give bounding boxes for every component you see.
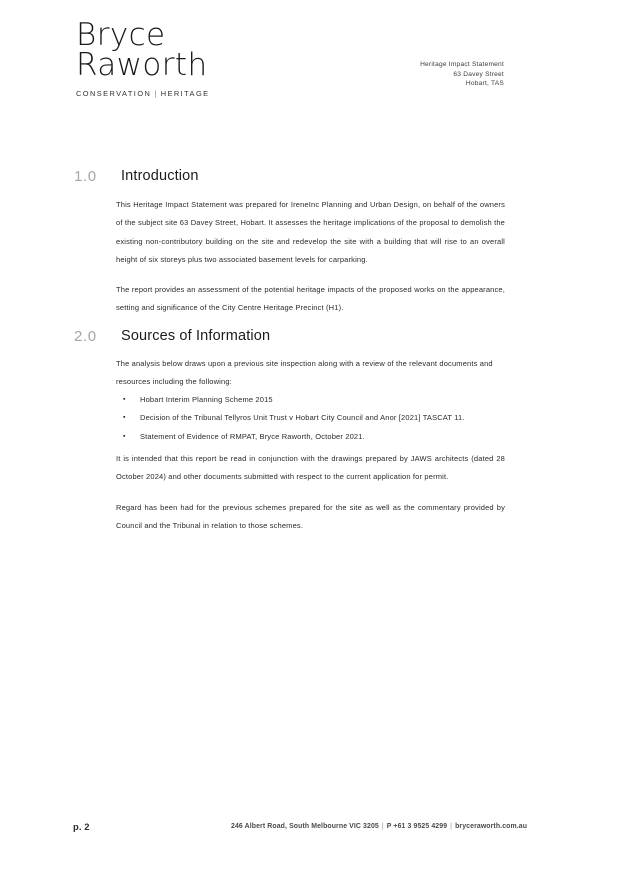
section-sources-of-information — [0, 328, 622, 352]
letterhead-logo — [76, 17, 251, 98]
list-item-label: Decision of the Tribunal Tellyros Unit Trust v Hobart City Council and Anor [2021] TASCAT 11. — [140, 413, 465, 423]
section-1-title: Introduction — [121, 168, 199, 184]
list-item — [116, 409, 505, 427]
tagline-separator: | — [154, 89, 158, 98]
section-1-body — [116, 196, 505, 318]
list-item-label: Statement of Evidence of RMPAT, Bryce Raworth, October 2021. — [140, 431, 365, 441]
footer-page-number: p. 2 — [73, 821, 90, 832]
header-address-title: Heritage Impact Statement — [420, 61, 504, 68]
header-address-block — [420, 60, 504, 89]
paragraph: The report provides an assessment of the potential heritage impacts of the proposed works on the appearance, setting and significance of the City Centre Heritage Precinct (H1). — [116, 285, 505, 313]
section-1-heading — [0, 168, 622, 192]
header-address-street: 63 Davey Street — [453, 70, 504, 78]
section-1-number: 1.0 — [74, 168, 97, 185]
list-item — [116, 428, 505, 446]
bullet-icon: ▪ — [123, 414, 126, 422]
logo-line-bryce: Bryce — [76, 17, 166, 53]
section-2-intro — [116, 355, 505, 392]
paragraph: This Heritage Impact Statement was prepared for IreneInc Planning and Urban Design, on behalf of the owners of the subject site 63 Davey Street, Hobart. It assesses the heritage implications of the proposal to demolish the existing non-contributory building on the site and redevelop the site with a building that will rise to an overall height of six storeys plus two associated basement levels for carparking. — [116, 200, 505, 264]
tagline-heritage: HERITAGE — [160, 89, 210, 98]
paragraph: The analysis below draws upon a previous site inspection along with a review of the relevant documents and resources including the following: — [116, 359, 493, 387]
footer-contact-line — [231, 823, 527, 830]
tagline-conservation: CONSERVATION — [76, 89, 152, 98]
logo-line-raworth: Raworth — [76, 47, 208, 83]
footer-phone: P +61 3 9525 4299 — [386, 823, 448, 830]
page-footer — [0, 821, 622, 841]
section-2-title: Sources of Information — [121, 328, 271, 344]
footer-website: bryceraworth.com.au — [455, 823, 528, 830]
footer-address: 246 Albert Road, South Melbourne VIC 3205 — [231, 823, 379, 830]
bullet-icon: ▪ — [123, 432, 126, 440]
footer-separator: | — [381, 823, 384, 830]
paragraph: It is intended that this report be read in conjunction with the drawings prepared by JAWS architects (dated 28 October 2024) and other documents submitted with respect to the current application for permit. — [116, 454, 505, 482]
footer-separator: | — [450, 823, 453, 830]
header-address-city: Hobart, TAS — [465, 80, 504, 88]
paragraph: Regard has been had for the previous schemes prepared for the site as well as the commentary provided by Council and the Tribunal in relation to those schemes. — [116, 502, 505, 530]
list-item — [116, 391, 505, 409]
list-item-label: Hobart Interim Planning Scheme 2015 — [140, 395, 273, 404]
sources-list-wrapper — [116, 391, 505, 446]
section-2-number: 2.0 — [74, 328, 97, 345]
section-2-heading — [0, 328, 622, 352]
sources-list — [116, 391, 505, 446]
section-2-body-after — [116, 450, 505, 535]
section-introduction — [0, 168, 622, 192]
logo-tagline — [76, 89, 251, 98]
bullet-icon: ▪ — [123, 396, 126, 403]
